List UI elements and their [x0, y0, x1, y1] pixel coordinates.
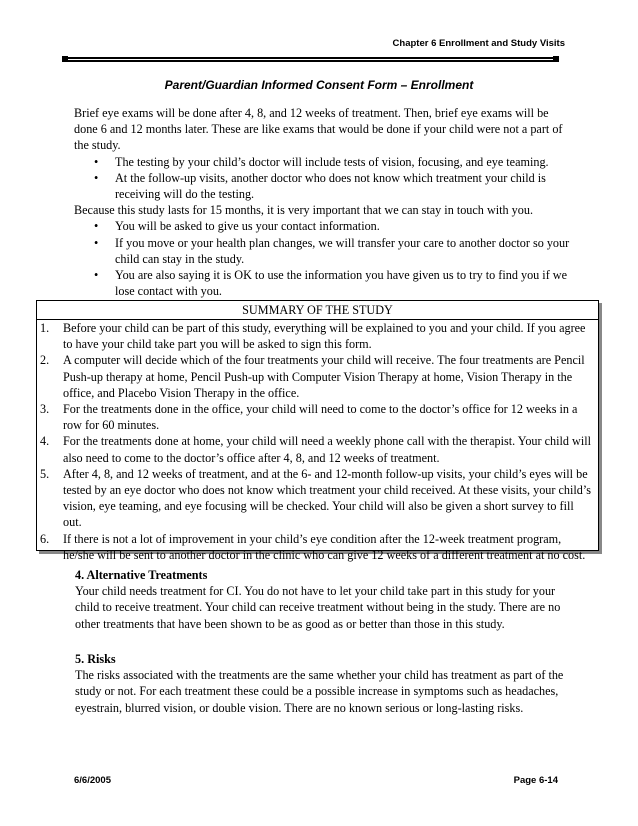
- item-text: After 4, 8, and 12 weeks of treatment, and at the 6- and 12-month follow-up visits, your child’s eyes will be tested by an eye doctor who does not know which treatment your child received. At these visits, your child’s vision, eye teaming, and eye focusing will be checked. Your child will also be given a short survey to fill out.: [63, 466, 592, 530]
- item-text: A computer will decide which of the four treatments your child will receive. The four treatments are Pencil Push-up therapy at home, Pencil Push-up with Computer Vision Therapy at home, Vision Therapy in the office, and Placebo Vision Therapy in the office.: [63, 353, 585, 400]
- summary-item: [37, 466, 598, 531]
- item-number: 4.: [40, 434, 50, 449]
- item-text: If there is not a lot of improvement in your child’s eye condition after the 12-week treatment program, he/she will be sent to another doctor in the clinic who can give 12 weeks of a different treatment at no cost.: [63, 531, 586, 562]
- bullet-item: • If you move or your health plan changes, we will transfer your care to another doctor so your child can stay in the study.: [74, 235, 574, 267]
- section-heading: 4. Alternative Treatments: [75, 568, 208, 582]
- section-body: Your child needs treatment for CI. You do not have to let your child take part in this study for your child to receive treatment. Your child can receive treatment without being in the study. There are no other treatments that have been shown to be as good as or better than those in this study.: [75, 584, 561, 631]
- intro-section: [74, 105, 574, 299]
- form-title: Parent/Guardian Informed Consent Form – Enrollment: [164, 78, 474, 92]
- bullet-item: • You are also saying it is OK to use the information you have given us to try to find you if we lose contact with you.: [74, 267, 574, 299]
- item-number: 5.: [40, 466, 50, 481]
- contact-bullets: [74, 218, 574, 299]
- bullet-item: • You will be asked to give us your contact information.: [74, 218, 574, 234]
- footer-page-number: Page 6-14: [513, 775, 558, 786]
- item-text: For the treatments done at home, your child will need a weekly phone call with the therapist. Your child will also need to come to the doctor’s office after 4, 8, and 12 weeks of treatment.: [63, 434, 592, 465]
- testing-bullets: [74, 154, 574, 203]
- header-rule: [64, 57, 558, 59]
- summary-item: [37, 531, 598, 563]
- study-summary-box: [36, 300, 599, 562]
- item-number: 6.: [40, 531, 50, 546]
- risks-section: [75, 651, 575, 716]
- item-number: 2.: [40, 353, 50, 368]
- summary-item: [37, 433, 598, 465]
- summary-item: [37, 352, 598, 401]
- contact-paragraph: Because this study lasts for 15 months, it is very important that we can stay in touch with you.: [74, 203, 533, 218]
- rule-endcap-left: [62, 56, 68, 62]
- intro-paragraph: Brief eye exams will be done after 4, 8, and 12 weeks of treatment. Then, brief eye exams will be done 6 and 12 months later. These are like exams that would be done if your child were not a part of the study.: [74, 106, 563, 153]
- summary-item: [37, 401, 598, 433]
- alternative-treatments-section: [75, 567, 575, 632]
- summary-item: [37, 320, 598, 352]
- summary-heading: SUMMARY OF THE STUDY: [37, 301, 598, 320]
- footer-date: 6/6/2005: [74, 775, 111, 786]
- rule-endcap-right: [553, 56, 559, 62]
- item-text: For the treatments done in the office, your child will need to come to the doctor’s office for 12 weeks in a row for 60 minutes.: [63, 402, 578, 433]
- running-header: Chapter 6 Enrollment and Study Visits: [392, 38, 565, 49]
- section-heading: 5. Risks: [75, 652, 116, 666]
- bullet-item: • The testing by your child’s doctor will include tests of vision, focusing, and eye teaming.: [74, 154, 574, 170]
- item-number: 1.: [40, 321, 50, 335]
- item-text: Before your child can be part of this study, everything will be explained to you and your child. If you agree to have your child take part you will be asked to sign this form.: [63, 321, 586, 352]
- summary-list: [37, 320, 598, 563]
- item-number: 3.: [40, 402, 50, 417]
- bullet-item: • At the follow-up visits, another doctor who does not know which treatment your child is receiving will do the testing.: [74, 170, 574, 202]
- section-body: The risks associated with the treatments are the same whether your child has treatment as part of the study or not. For each treatment these could be a possible increase in symptoms such as headaches, eyestrain, blurred vision, or double vision. There are no known serious or long-lasting risks.: [75, 668, 564, 715]
